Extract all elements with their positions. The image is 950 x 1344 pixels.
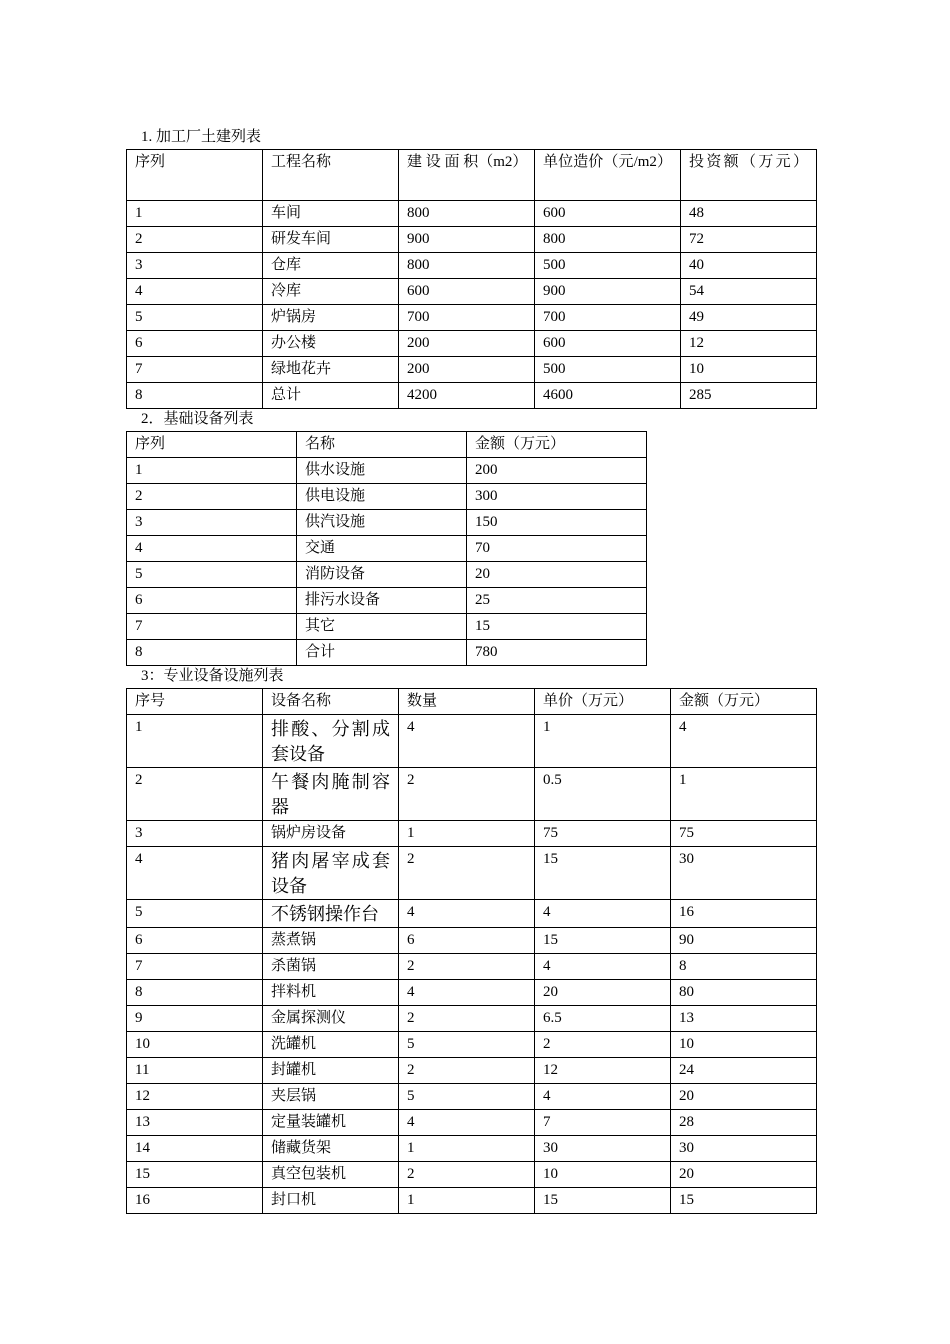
cell: 15	[467, 614, 647, 640]
cell: 其它	[297, 614, 467, 640]
cell: 5	[399, 1084, 535, 1110]
table-row	[127, 201, 817, 227]
cell: 2	[399, 954, 535, 980]
header-cell: 名称	[297, 432, 467, 458]
table-row	[127, 954, 817, 980]
cell: 2	[399, 1162, 535, 1188]
cell: 蒸煮锅	[263, 928, 399, 954]
cell: 4	[535, 954, 671, 980]
cell: 200	[467, 458, 647, 484]
cell: 13	[127, 1110, 263, 1136]
cell: 6	[399, 928, 535, 954]
table-row	[127, 715, 817, 768]
cell: 11	[127, 1058, 263, 1084]
cell: 3	[127, 253, 263, 279]
cell: 49	[681, 305, 817, 331]
table-row	[127, 928, 817, 954]
header-cell: 建 设 面 积（m2）	[399, 150, 535, 201]
table-row	[127, 1110, 817, 1136]
cell: 25	[467, 588, 647, 614]
cell: 真空包装机	[263, 1162, 399, 1188]
cell: 1	[127, 201, 263, 227]
cell: 10	[671, 1032, 817, 1058]
cell: 20	[535, 980, 671, 1006]
cell: 4	[671, 715, 817, 768]
table-row	[127, 510, 647, 536]
cell: 48	[681, 201, 817, 227]
header-cell: 工程名称	[263, 150, 399, 201]
cell: 洗罐机	[263, 1032, 399, 1058]
cell: 4200	[399, 383, 535, 409]
table-row	[127, 279, 817, 305]
cell: 72	[681, 227, 817, 253]
cell: 1	[399, 821, 535, 847]
cell: 供汽设施	[297, 510, 467, 536]
cell: 5	[127, 562, 297, 588]
cell: 封罐机	[263, 1058, 399, 1084]
table-header-row	[127, 689, 817, 715]
cell: 3	[127, 510, 297, 536]
table-row	[127, 305, 817, 331]
header-cell: 设备名称	[263, 689, 399, 715]
cell: 80	[671, 980, 817, 1006]
cell: 6	[127, 928, 263, 954]
cell: 500	[535, 253, 681, 279]
table-row	[127, 768, 817, 821]
cell: 20	[671, 1162, 817, 1188]
cell: 6	[127, 588, 297, 614]
cell: 800	[399, 253, 535, 279]
cell: 办公楼	[263, 331, 399, 357]
table3-caption: 3：专业设备设施列表	[141, 668, 284, 684]
table-row	[127, 1084, 817, 1110]
cell: 4	[399, 1110, 535, 1136]
cell: 0.5	[535, 768, 671, 821]
table-row	[127, 536, 647, 562]
header-cell: 单价（万元）	[535, 689, 671, 715]
cell: 2	[535, 1032, 671, 1058]
cell: 4	[399, 900, 535, 928]
cell: 午餐肉腌制容器	[263, 768, 399, 821]
table-row	[127, 1136, 817, 1162]
cell: 4	[399, 715, 535, 768]
cell: 800	[535, 227, 681, 253]
cell: 锅炉房设备	[263, 821, 399, 847]
cell: 绿地花卉	[263, 357, 399, 383]
cell: 5	[127, 305, 263, 331]
cell: 90	[671, 928, 817, 954]
cell: 20	[671, 1084, 817, 1110]
cell: 总计	[263, 383, 399, 409]
cell: 500	[535, 357, 681, 383]
cell: 7	[127, 954, 263, 980]
cell: 8	[127, 383, 263, 409]
cell: 4	[127, 279, 263, 305]
cell: 供水设施	[297, 458, 467, 484]
cell: 4600	[535, 383, 681, 409]
cell: 15	[535, 928, 671, 954]
cell: 300	[467, 484, 647, 510]
cell: 8	[127, 640, 297, 666]
table-row	[127, 1162, 817, 1188]
cell: 1	[127, 715, 263, 768]
cell: 6	[127, 331, 263, 357]
cell: 4	[535, 900, 671, 928]
header-cell: 单位造价（元/m2）	[535, 150, 681, 201]
special-equipment-table	[126, 688, 817, 1214]
cell: 75	[671, 821, 817, 847]
cell: 4	[399, 980, 535, 1006]
cell: 3	[127, 821, 263, 847]
cell: 9	[127, 1006, 263, 1032]
cell: 2	[399, 847, 535, 900]
table-row	[127, 1188, 817, 1214]
cell: 12	[127, 1084, 263, 1110]
header-cell: 序号	[127, 689, 263, 715]
table-row	[127, 1058, 817, 1084]
cell: 2	[127, 227, 263, 253]
cell: 1	[399, 1188, 535, 1214]
cell: 600	[535, 201, 681, 227]
cell: 6.5	[535, 1006, 671, 1032]
cell: 2	[127, 768, 263, 821]
cell: 15	[535, 847, 671, 900]
table-row	[127, 458, 647, 484]
cell: 1	[399, 1136, 535, 1162]
cell: 30	[535, 1136, 671, 1162]
cell: 150	[467, 510, 647, 536]
cell: 研发车间	[263, 227, 399, 253]
cell: 700	[399, 305, 535, 331]
cell: 4	[127, 536, 297, 562]
cell: 10	[535, 1162, 671, 1188]
cell: 拌料机	[263, 980, 399, 1006]
cell: 12	[535, 1058, 671, 1084]
cell: 24	[671, 1058, 817, 1084]
cell: 定量装罐机	[263, 1110, 399, 1136]
table-row	[127, 588, 647, 614]
cell: 4	[127, 847, 263, 900]
table-header-row	[127, 150, 817, 201]
cell: 封口机	[263, 1188, 399, 1214]
cell: 8	[671, 954, 817, 980]
cell: 1	[535, 715, 671, 768]
table-row	[127, 562, 647, 588]
cell: 供电设施	[297, 484, 467, 510]
cell: 285	[681, 383, 817, 409]
header-cell: 投资额（万元）	[681, 150, 817, 201]
cell: 排污水设备	[297, 588, 467, 614]
cell: 储藏货架	[263, 1136, 399, 1162]
table-row	[127, 484, 647, 510]
cell: 16	[671, 900, 817, 928]
cell: 2	[399, 1006, 535, 1032]
cell: 1	[127, 458, 297, 484]
cell: 夹层锅	[263, 1084, 399, 1110]
cell: 13	[671, 1006, 817, 1032]
header-cell: 序列	[127, 150, 263, 201]
cell: 600	[399, 279, 535, 305]
cell: 900	[535, 279, 681, 305]
basic-equipment-table	[126, 431, 647, 666]
header-cell: 金额（万元）	[467, 432, 647, 458]
cell: 冷库	[263, 279, 399, 305]
table-header-row	[127, 432, 647, 458]
cell: 7	[127, 357, 263, 383]
table-row	[127, 331, 817, 357]
cell: 800	[399, 201, 535, 227]
cell: 200	[399, 331, 535, 357]
table-row	[127, 1032, 817, 1058]
table-row	[127, 614, 647, 640]
cell: 15	[535, 1188, 671, 1214]
cell: 杀菌锅	[263, 954, 399, 980]
table-row	[127, 383, 817, 409]
cell: 2	[127, 484, 297, 510]
cell: 70	[467, 536, 647, 562]
cell: 5	[127, 900, 263, 928]
header-cell: 数量	[399, 689, 535, 715]
cell: 7	[127, 614, 297, 640]
cell: 780	[467, 640, 647, 666]
cell: 合计	[297, 640, 467, 666]
cell: 车间	[263, 201, 399, 227]
table-row	[127, 821, 817, 847]
cell: 炉锅房	[263, 305, 399, 331]
cell: 54	[681, 279, 817, 305]
cell: 15	[127, 1162, 263, 1188]
table-row	[127, 253, 817, 279]
cell: 10	[127, 1032, 263, 1058]
cell: 2	[399, 768, 535, 821]
construction-table	[126, 149, 817, 409]
table-row	[127, 847, 817, 900]
cell: 12	[681, 331, 817, 357]
cell: 14	[127, 1136, 263, 1162]
cell: 28	[671, 1110, 817, 1136]
cell: 15	[671, 1188, 817, 1214]
cell: 交通	[297, 536, 467, 562]
cell: 消防设备	[297, 562, 467, 588]
cell: 4	[535, 1084, 671, 1110]
cell: 5	[399, 1032, 535, 1058]
cell: 600	[535, 331, 681, 357]
cell: 猪肉屠宰成套设备	[263, 847, 399, 900]
cell: 10	[681, 357, 817, 383]
cell: 金属探测仪	[263, 1006, 399, 1032]
cell: 16	[127, 1188, 263, 1214]
table-row	[127, 227, 817, 253]
cell: 2	[399, 1058, 535, 1084]
cell: 1	[671, 768, 817, 821]
cell: 排酸、分割成套设备	[263, 715, 399, 768]
cell: 40	[681, 253, 817, 279]
header-cell: 序列	[127, 432, 297, 458]
table-row	[127, 357, 817, 383]
cell: 700	[535, 305, 681, 331]
cell: 8	[127, 980, 263, 1006]
cell: 仓库	[263, 253, 399, 279]
cell: 7	[535, 1110, 671, 1136]
cell: 200	[399, 357, 535, 383]
header-cell: 金额（万元）	[671, 689, 817, 715]
table-row	[127, 1006, 817, 1032]
table2-caption: 2．基础设备列表	[141, 411, 254, 427]
cell: 20	[467, 562, 647, 588]
table1-caption: 1. 加工厂土建列表	[141, 129, 262, 145]
table-row	[127, 980, 817, 1006]
table-row	[127, 640, 647, 666]
cell: 900	[399, 227, 535, 253]
table-row	[127, 900, 817, 928]
cell: 75	[535, 821, 671, 847]
cell: 不锈钢操作台	[263, 900, 399, 928]
cell: 30	[671, 847, 817, 900]
cell: 30	[671, 1136, 817, 1162]
